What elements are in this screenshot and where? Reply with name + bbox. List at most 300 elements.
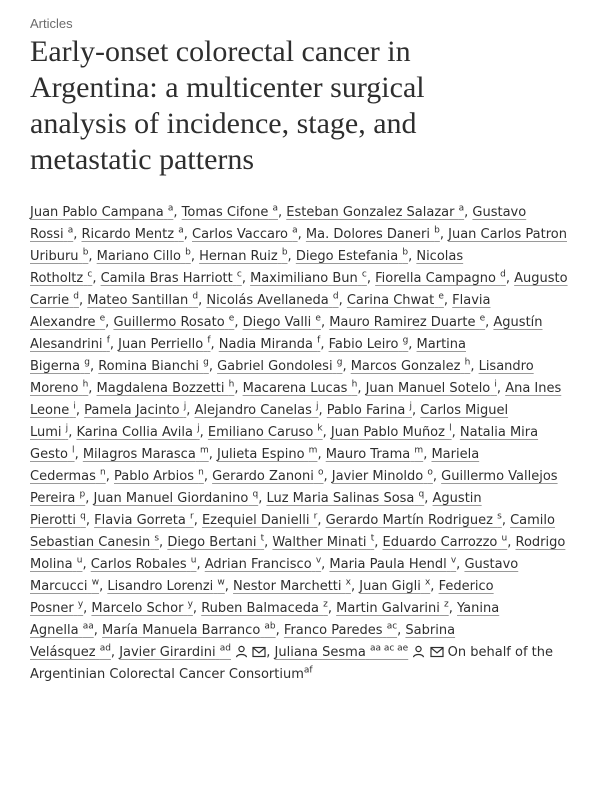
author-name: Federico Posner — [30, 579, 494, 616]
author-name: Juan Manuel Giordanino — [93, 491, 249, 506]
author-separator: , — [234, 381, 243, 396]
affiliation-marker: j — [316, 401, 319, 412]
author-link[interactable] — [331, 425, 452, 440]
author-name: Guillermo Rosato — [113, 315, 225, 330]
author-name: Carlos Vaccaro — [192, 227, 288, 242]
affiliation-marker: x — [345, 577, 351, 588]
author-link[interactable] — [351, 359, 471, 374]
author-name: Gerardo Martín Rodriguez — [325, 513, 493, 528]
author-link[interactable] — [93, 491, 258, 506]
author-separator: , — [109, 337, 119, 352]
affiliation-marker: a — [292, 225, 298, 236]
section-label: Articles — [30, 16, 73, 31]
affiliation-marker: h — [351, 379, 358, 390]
author-name: Mariela Cedermas — [30, 447, 480, 484]
author-separator: , — [408, 337, 417, 352]
author-name: Gerardo Zanoni — [212, 469, 314, 484]
author-separator: , — [92, 271, 101, 286]
affiliation-marker: u — [501, 533, 508, 544]
author-separator: , — [88, 249, 97, 264]
author-list — [30, 202, 575, 686]
affiliation-marker: h — [228, 379, 235, 390]
author-link[interactable] — [81, 227, 183, 242]
author-separator: , — [317, 447, 326, 462]
author-name: Nestor Marchetti — [233, 579, 342, 594]
author-name: Lisandro Moreno — [30, 359, 534, 396]
author-name: Javier Minoldo — [331, 469, 424, 484]
affiliation-marker: q — [418, 489, 425, 500]
author-name: Martina Bigerna — [30, 337, 466, 374]
affiliation-marker: b — [281, 247, 288, 258]
author-name: Camila Bras Harriott — [100, 271, 233, 286]
author-separator: , — [190, 249, 200, 264]
author-name: Magdalena Bozzetti — [96, 381, 225, 396]
author-name: Alejandro Canelas — [194, 403, 312, 418]
affiliation-marker: w — [217, 577, 225, 588]
author-link[interactable] — [76, 425, 199, 440]
author-separator: , — [321, 557, 330, 572]
author-name: Emiliano Caruso — [207, 425, 314, 440]
author-link[interactable] — [296, 249, 408, 264]
author-link[interactable] — [327, 403, 412, 418]
affiliation-marker: d — [192, 291, 199, 302]
author-separator: , — [241, 271, 251, 286]
author-separator: , — [320, 337, 329, 352]
envelope-icon[interactable] — [430, 646, 444, 658]
author-separator: , — [234, 315, 243, 330]
author-separator: , — [374, 535, 383, 550]
affiliation-marker: i — [494, 379, 497, 390]
affiliation-marker: g — [336, 357, 343, 368]
affiliation-marker: j — [409, 401, 413, 412]
author-link[interactable] — [233, 579, 351, 594]
author-link[interactable] — [329, 557, 456, 572]
author-separator: , — [287, 249, 296, 264]
affiliation-marker: m — [199, 445, 209, 456]
author-separator: , — [439, 227, 449, 242]
author-name: Mauro Trama — [325, 447, 411, 462]
author-name: Franco Paredes — [283, 623, 383, 638]
affiliation-marker: q — [80, 511, 86, 522]
author-name: Macarena Lucas — [242, 381, 348, 396]
author-name: Lisandro Lorenzi — [107, 579, 214, 594]
affiliation-marker: r — [189, 511, 194, 522]
affiliation-marker: c — [361, 269, 367, 280]
author-name: Rodrigo Molina — [30, 535, 566, 572]
author-name: Flavia Alexandre — [30, 293, 491, 330]
author-link[interactable] — [167, 535, 264, 550]
affiliation-marker: t — [370, 533, 375, 544]
author-name: Carlos Miguel Lumi — [30, 403, 509, 440]
author-link[interactable] — [97, 249, 191, 264]
author-link[interactable] — [206, 293, 338, 308]
author-separator: , — [74, 447, 83, 462]
affiliation-marker: o — [427, 467, 433, 478]
author-separator: , — [297, 227, 306, 242]
author-name: Maximiliano Bun — [250, 271, 358, 286]
author-separator: , — [173, 205, 182, 220]
author-name: Ma. Dolores Daneri — [305, 227, 431, 242]
affiliation-marker: n — [100, 467, 106, 478]
affiliation-marker: af — [303, 665, 313, 676]
author-name: Martin Galvarini — [336, 601, 440, 616]
author-separator: , — [105, 469, 114, 484]
author-link[interactable] — [286, 205, 464, 220]
affiliation-marker: a — [167, 203, 174, 214]
author-separator: , — [366, 271, 376, 286]
author-separator: , — [443, 293, 453, 308]
author-link[interactable] — [101, 271, 242, 286]
author-name: Luz Maria Salinas Sosa — [266, 491, 415, 506]
author-name: María Manuela Barranco — [102, 623, 261, 638]
affiliation-marker: t — [260, 533, 265, 544]
affiliation-marker: p — [79, 489, 86, 500]
author-name: Camilo Sebastian Canesin — [30, 513, 555, 550]
author-link[interactable] — [219, 337, 321, 352]
affiliation-marker: c — [236, 269, 242, 280]
affiliation-marker: l — [449, 423, 452, 434]
author-separator: , — [208, 359, 218, 374]
author-name: Flavia Gorreta — [94, 513, 186, 528]
author-name: Nadia Miranda — [218, 337, 313, 352]
affiliation-marker: s — [154, 533, 160, 544]
author-link[interactable] — [83, 447, 209, 462]
affiliation-marker: y — [187, 599, 193, 610]
author-separator: , — [68, 425, 77, 440]
affiliation-marker: e — [99, 313, 106, 324]
affiliation-marker: a — [178, 225, 184, 236]
author-separator: , — [432, 469, 442, 484]
author-name: Agustin Pierotti — [30, 491, 482, 528]
author-separator: , — [83, 601, 92, 616]
affiliation-marker: b — [434, 225, 440, 236]
author-separator: , — [424, 491, 433, 506]
author-link[interactable] — [84, 403, 186, 418]
affiliation-marker: u — [76, 555, 83, 566]
affiliation-marker: i — [73, 401, 76, 412]
author-link[interactable] — [243, 315, 321, 330]
affiliation-marker: a — [458, 203, 465, 214]
author-name: Diego Valli — [242, 315, 312, 330]
author-separator: , — [210, 337, 219, 352]
author-name: Juan Perriello — [118, 337, 204, 352]
affiliation-marker: r — [313, 511, 318, 522]
author-link[interactable] — [217, 447, 317, 462]
author-separator: , — [485, 315, 494, 330]
affiliation-marker: ac — [386, 621, 398, 632]
author-separator: , — [93, 623, 103, 638]
author-separator: , — [203, 469, 213, 484]
author-link[interactable] — [91, 601, 193, 616]
affiliation-marker: aa ac ae — [369, 643, 409, 654]
affiliation-marker: g — [402, 335, 409, 346]
author-separator: , — [192, 601, 202, 616]
affiliation-marker: f — [207, 335, 211, 346]
affiliation-marker: b — [82, 247, 89, 258]
author-name: Romina Bianchi — [98, 359, 199, 374]
author-link[interactable] — [336, 601, 449, 616]
author-name: Carlos Robales — [90, 557, 187, 572]
author-separator: , — [464, 205, 473, 220]
author-separator: , — [198, 293, 207, 308]
affiliation-marker: b — [185, 247, 191, 258]
author-name: Julieta Espino — [216, 447, 305, 462]
author-separator: , — [208, 447, 217, 462]
author-link[interactable] — [182, 205, 278, 220]
author-separator: , — [451, 425, 460, 440]
author-separator: , — [85, 491, 94, 506]
envelope-icon[interactable] — [252, 646, 266, 658]
author-separator: , — [430, 579, 439, 594]
author-separator: , — [224, 579, 234, 594]
author-separator: , — [88, 381, 97, 396]
author-separator: , — [408, 249, 417, 264]
author-link[interactable] — [192, 227, 298, 242]
author-link[interactable] — [98, 359, 209, 374]
author-link[interactable] — [266, 491, 424, 506]
affiliation-marker: f — [106, 335, 110, 346]
affiliation-marker: aa — [82, 621, 94, 632]
author-link[interactable] — [250, 271, 367, 286]
author-link[interactable] — [91, 557, 197, 572]
author-link[interactable] — [201, 601, 328, 616]
author-link[interactable] — [329, 315, 485, 330]
author-name: Sabrina Velásquez — [30, 623, 456, 660]
author-separator: , — [82, 557, 91, 572]
author-name: Diego Bertani — [167, 535, 257, 550]
author-separator: , — [196, 557, 205, 572]
author-name: Agustín Alesandrini — [30, 315, 543, 352]
author-separator: , — [186, 403, 195, 418]
author-link[interactable] — [272, 535, 374, 550]
author-name: Guillermo Vallejos Pereira — [30, 469, 558, 506]
author-link[interactable] — [119, 645, 231, 660]
author-link[interactable] — [202, 513, 317, 528]
author-name: Javier Girardini — [119, 645, 216, 660]
author-name: Diego Estefania — [295, 249, 399, 264]
author-name: Juan Pablo Campana — [30, 205, 164, 220]
affiliation-marker: o — [318, 467, 324, 478]
author-name: Hernan Ruiz — [199, 249, 278, 264]
author-name: Maria Paula Hendl — [329, 557, 447, 572]
affiliation-marker: k — [317, 423, 323, 434]
author-separator: , — [507, 535, 516, 550]
author-link[interactable] — [359, 579, 430, 594]
author-name: Juan Pablo Muñoz — [330, 425, 445, 440]
author-name: Ezequiel Danielli — [201, 513, 310, 528]
affiliation-marker: b — [402, 247, 409, 258]
author-link[interactable] — [30, 205, 173, 220]
author-separator: , — [199, 425, 208, 440]
author-separator: , — [501, 513, 511, 528]
author-link[interactable] — [212, 469, 323, 484]
author-name: Adrian Francisco — [204, 557, 312, 572]
author-name: Yanina Agnella — [30, 601, 500, 638]
author-name: Mariano Cillo — [96, 249, 181, 264]
author-link[interactable] — [208, 425, 323, 440]
author-link[interactable] — [243, 381, 358, 396]
affiliation-marker: d — [500, 269, 506, 280]
author-separator: , — [327, 601, 337, 616]
author-name: Tomas Cifone — [181, 205, 269, 220]
author-separator: , — [266, 645, 275, 660]
author-link[interactable] — [329, 337, 409, 352]
author-separator: , — [264, 535, 273, 550]
author-name: Gabriel Gondolesi — [217, 359, 333, 374]
author-separator: , — [505, 271, 515, 286]
author-name: Ricardo Mentz — [81, 227, 175, 242]
author-name: Walther Minati — [272, 535, 367, 550]
author-separator: , — [338, 293, 347, 308]
author-link[interactable] — [94, 513, 194, 528]
author-link[interactable] — [195, 403, 319, 418]
author-name: Pablo Arbios — [113, 469, 194, 484]
affiliation-marker: j — [183, 401, 187, 412]
affiliation-marker: e — [438, 291, 444, 302]
author-name: Fiorella Campagno — [375, 271, 496, 286]
affiliation-marker: j — [65, 423, 69, 434]
affiliation-marker: d — [73, 291, 79, 302]
affiliation-marker: a — [67, 225, 74, 236]
author-name: Esteban Gonzalez Salazar — [286, 205, 455, 220]
author-link[interactable] — [118, 337, 210, 352]
affiliation-marker: h — [82, 379, 89, 390]
author-link[interactable] — [332, 469, 433, 484]
author-name: Juan Gigli — [359, 579, 421, 594]
author-separator: , — [357, 381, 366, 396]
affiliation-marker: w — [91, 577, 100, 588]
author-name: Pamela Jacinto — [84, 403, 180, 418]
author-separator: , — [105, 315, 114, 330]
author-link[interactable] — [199, 249, 287, 264]
person-icon[interactable] — [412, 645, 425, 658]
author-link[interactable] — [102, 623, 276, 638]
article-title: Early-onset colorectal cancer in Argentina: a multicenter surgical analysis of incidence, stage, and metastatic patterns — [30, 35, 425, 176]
author-separator: , — [85, 513, 95, 528]
affiliation-marker: x — [424, 577, 431, 588]
author-separator: , — [110, 645, 120, 660]
affiliation-marker: j — [197, 423, 200, 434]
author-name: Juan Manuel Sotelo — [365, 381, 491, 396]
affiliation-marker: l — [72, 445, 75, 456]
author-name: Ruben Balmaceda — [201, 601, 319, 616]
author-separator: , — [496, 381, 506, 396]
author-separator: , — [397, 623, 406, 638]
author-link[interactable] — [326, 447, 423, 462]
author-link[interactable] — [284, 623, 397, 638]
author-separator: , — [470, 359, 479, 374]
author-link[interactable] — [366, 381, 497, 396]
affiliation-marker: n — [198, 467, 204, 478]
author-name: Mauro Ramirez Duarte — [329, 315, 476, 330]
author-separator: , — [318, 403, 327, 418]
author-separator: , — [99, 579, 108, 594]
author-name: Natalia Mira Gesto — [30, 425, 539, 462]
affiliation-marker: ad — [219, 643, 231, 654]
author-link[interactable] — [113, 315, 234, 330]
author-name: Fabio Leiro — [328, 337, 399, 352]
affiliation-marker: v — [315, 555, 322, 566]
author-name: Gustavo Marcucci — [30, 557, 519, 594]
author-link[interactable] — [87, 293, 198, 308]
affiliation-marker: m — [414, 445, 424, 456]
author-separator: , — [277, 205, 287, 220]
affiliation-marker: e — [228, 313, 235, 324]
affiliation-marker: y — [77, 599, 84, 610]
affiliation-marker: z — [323, 599, 328, 610]
author-link[interactable] — [347, 293, 444, 308]
author-link[interactable] — [306, 227, 440, 242]
affiliation-marker: g — [203, 357, 209, 368]
author-name: Mateo Santillan — [87, 293, 189, 308]
author-separator: , — [73, 227, 82, 242]
author-name: Marcos Gonzalez — [350, 359, 461, 374]
author-separator: , — [275, 623, 284, 638]
affiliation-marker: g — [84, 357, 90, 368]
author-name: Pablo Farina — [326, 403, 406, 418]
author-name: Juliana Sesma — [274, 645, 366, 660]
author-separator: , — [89, 359, 99, 374]
affiliation-marker: h — [464, 357, 471, 368]
author-link[interactable] — [107, 579, 224, 594]
author-name: Juan Carlos Patron Uriburu — [30, 227, 567, 264]
author-separator: , — [183, 227, 192, 242]
affiliation-marker: u — [190, 555, 197, 566]
author-name: Karina Collia Avila — [76, 425, 193, 440]
person-icon[interactable] — [235, 645, 248, 658]
author-separator: , — [193, 513, 202, 528]
author-separator: , — [423, 447, 432, 462]
affiliation-marker: ad — [99, 643, 111, 654]
author-name: Nicolas Rotholtz — [30, 249, 464, 286]
author-name: Nicolás Avellaneda — [206, 293, 329, 308]
author-separator: , — [323, 469, 332, 484]
affiliation-marker: ab — [264, 621, 276, 632]
author-link[interactable] — [375, 271, 506, 286]
author-separator: , — [448, 601, 458, 616]
author-separator: , — [412, 403, 421, 418]
affiliation-marker: s — [497, 511, 502, 522]
affiliation-marker: v — [450, 555, 457, 566]
author-link[interactable] — [205, 557, 321, 572]
author-link[interactable] — [326, 513, 502, 528]
author-link[interactable] — [217, 359, 342, 374]
author-name: Gustavo Rossi — [30, 205, 527, 242]
affiliation-marker: d — [332, 291, 339, 302]
author-separator: , — [78, 293, 88, 308]
author-separator: , — [317, 513, 326, 528]
affiliation-marker: a — [272, 203, 278, 214]
author-separator: , — [75, 403, 85, 418]
consortium-text: On behalf of the Argentinian Colorectal Cancer Consortium — [30, 645, 554, 682]
author-name: Marcelo Schor — [91, 601, 184, 616]
author-separator: , — [159, 535, 168, 550]
author-link[interactable] — [114, 469, 204, 484]
author-name: Ana Ines Leone — [30, 381, 562, 418]
affiliation-marker: e — [315, 313, 321, 324]
author-separator: , — [456, 557, 465, 572]
author-separator: , — [350, 579, 360, 594]
author-separator: , — [342, 359, 351, 374]
author-link[interactable] — [382, 535, 507, 550]
affiliation-marker: f — [317, 335, 321, 346]
author-name: Augusto Carrie — [30, 271, 568, 308]
author-link[interactable] — [97, 381, 235, 396]
affiliation-marker: e — [479, 313, 486, 324]
author-name: Milagros Marasca — [82, 447, 196, 462]
author-link[interactable] — [275, 645, 409, 660]
author-separator: , — [258, 491, 267, 506]
